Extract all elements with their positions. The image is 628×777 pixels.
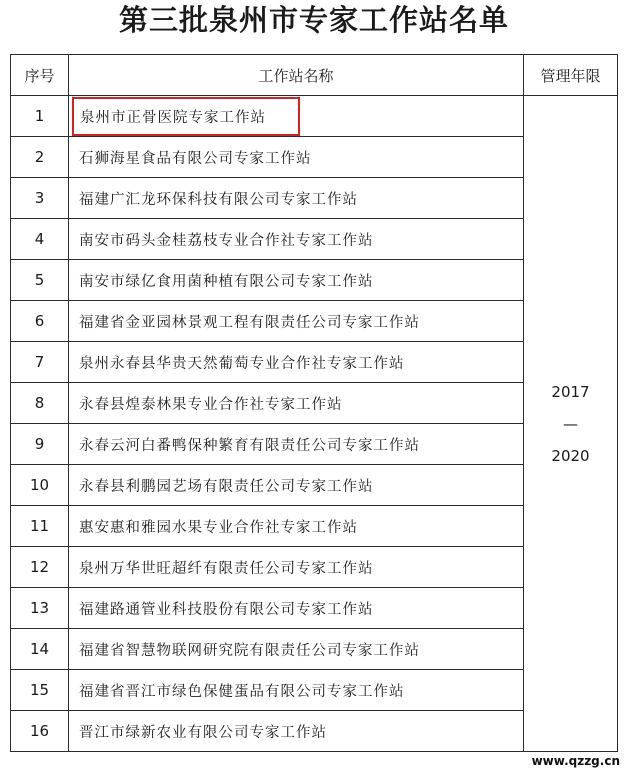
highlighted-station-name: 泉州市正骨医院专家工作站 — [72, 97, 300, 136]
row-num: 3 — [11, 178, 69, 219]
row-num: 10 — [11, 465, 69, 506]
period-separator: — — [563, 414, 578, 433]
station-table — [10, 54, 618, 752]
row-name: 南安市绿亿食用菌种植有限公司专家工作站 — [69, 260, 524, 301]
header-num: 序号 — [11, 55, 69, 96]
row-num: 9 — [11, 424, 69, 465]
row-name: 泉州永春县华贵天然葡萄专业合作社专家工作站 — [69, 342, 524, 383]
management-period-cell — [524, 96, 618, 752]
row-num: 2 — [11, 137, 69, 178]
header-name: 工作站名称 — [69, 55, 524, 96]
row-name: 福建广汇龙环保科技有限公司专家工作站 — [69, 178, 524, 219]
row-name: 永春县利鹏园艺场有限责任公司专家工作站 — [69, 465, 524, 506]
row-num: 5 — [11, 260, 69, 301]
table-row — [11, 96, 618, 137]
page-title: 第三批泉州市专家工作站名单 — [118, 3, 509, 37]
row-name: 晋江市绿新农业有限公司专家工作站 — [69, 711, 524, 752]
row-name: 南安市码头金桂荔枝专业合作社专家工作站 — [69, 219, 524, 260]
header-period: 管理年限 — [524, 55, 618, 96]
period-end: 2020 — [551, 446, 590, 465]
row-name: 福建省晋江市绿色保健蛋品有限公司专家工作站 — [69, 670, 524, 711]
row-name: 惠安惠和雅园水果专业合作社专家工作站 — [69, 506, 524, 547]
table-header-row — [11, 55, 618, 96]
row-num: 13 — [11, 588, 69, 629]
row-name: 福建省智慧物联网研究院有限责任公司专家工作站 — [69, 629, 524, 670]
row-num: 7 — [11, 342, 69, 383]
row-name: 永春县煌泰林果专业合作社专家工作站 — [69, 383, 524, 424]
site-watermark: www.qzzg.cn — [529, 753, 623, 769]
row-num: 1 — [11, 96, 69, 137]
period-start: 2017 — [551, 382, 590, 401]
row-num: 6 — [11, 301, 69, 342]
row-num: 15 — [11, 670, 69, 711]
row-num: 4 — [11, 219, 69, 260]
row-num: 12 — [11, 547, 69, 588]
row-name: 福建省金亚园林景观工程有限责任公司专家工作站 — [69, 301, 524, 342]
row-name: 福建路通管业科技股份有限公司专家工作站 — [69, 588, 524, 629]
row-num: 8 — [11, 383, 69, 424]
row-name: 泉州万华世旺超纤有限责任公司专家工作站 — [69, 547, 524, 588]
row-name: 石狮海星食品有限公司专家工作站 — [69, 137, 524, 178]
row-name: 永春云河白番鸭保种繁育有限责任公司专家工作站 — [69, 424, 524, 465]
row-num: 14 — [11, 629, 69, 670]
row-num: 11 — [11, 506, 69, 547]
row-name — [69, 96, 524, 137]
row-num: 16 — [11, 711, 69, 752]
